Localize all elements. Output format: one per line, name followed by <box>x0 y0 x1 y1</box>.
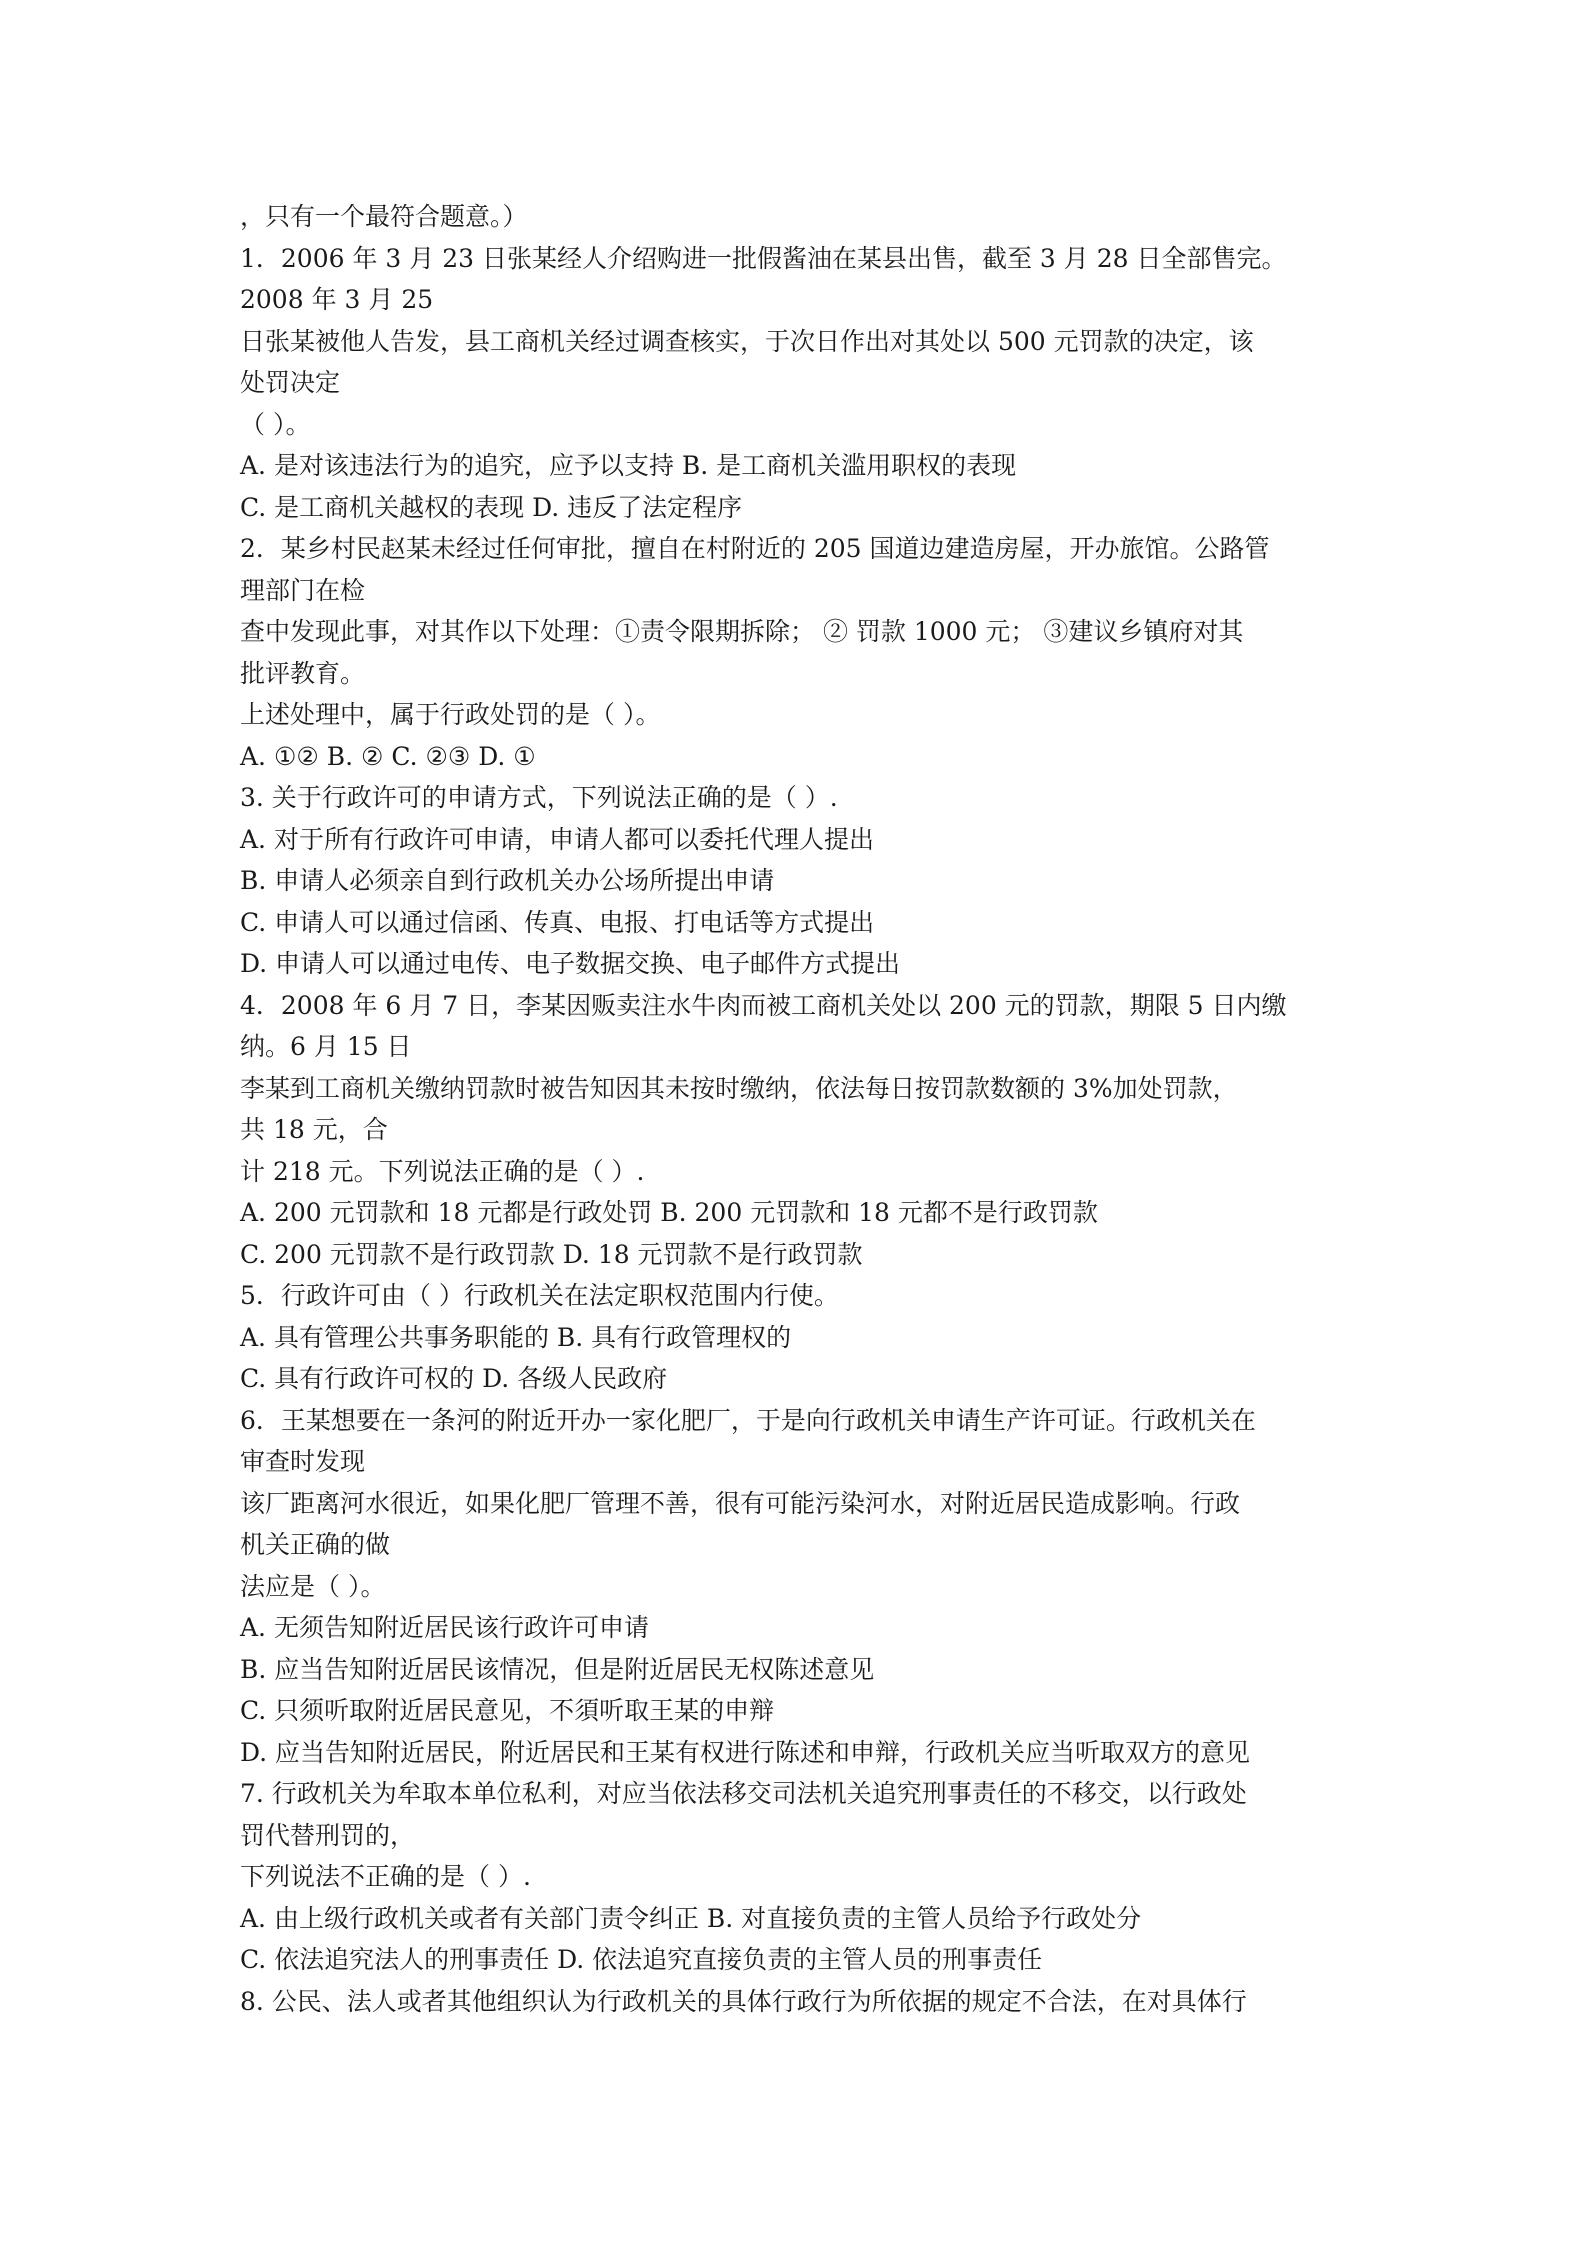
text-line: 上述处理中，属于行政处罚的是（ ）。 <box>240 700 661 729</box>
text-line: 2008 年 3 月 25 <box>240 285 434 314</box>
text-line: 计 218 元。下列说法正确的是（ ）. <box>240 1156 645 1186</box>
text-line: 该厂距离河水很近，如果化肥厂管理不善，很有可能污染河水，对附近居民造成影响。行政 <box>240 1488 1241 1518</box>
text-line: 查中发现此事，对其作以下处理：①责令限期拆除； ② 罚款 1000 元； ③建议乡镇府对其 <box>240 617 1244 646</box>
text-line: 纳。6 月 15 日 <box>240 1032 412 1061</box>
text-line: 共 18 元，合 <box>240 1115 388 1144</box>
text-line: 8. 公民、法人或者其他组织认为行政机关的具体行政行为所依据的规定不合法，在对具体行 <box>240 1986 1247 2016</box>
document-body <box>240 196 1370 2022</box>
text-line: ，只有一个最符合题意。） <box>240 202 528 231</box>
text-line: C. 申请人可以通过信函、传真、电报、打电话等方式提出 <box>240 907 875 937</box>
text-line: C. 只须听取附近居民意见，不須听取王某的申辩 <box>240 1696 775 1725</box>
text-line: 审查时发现 <box>240 1447 366 1476</box>
text-line: （ ）。 <box>240 409 311 439</box>
text-line: 下列说法不正确的是（ ）. <box>240 1862 531 1891</box>
text-line: 5．行政许可由（ ）行政机关在法定职权范围内行使。 <box>240 1281 839 1310</box>
text-line: 2．某乡村民赵某未经过任何审批，擅自在村附近的 205 国道边建造房屋，开办旅馆。公路管 <box>240 534 1270 563</box>
text-line: 6．王某想要在一条河的附近开办一家化肥厂，于是向行政机关申请生产许可证。行政机关在 <box>240 1405 1256 1435</box>
text-line: C. 依法追究法人的刑事责任 D. 依法追究直接负责的主管人员的刑事责任 <box>240 1945 1043 1974</box>
text-line: A. 对于所有行政许可申请，申请人都可以委托代理人提出 <box>240 824 874 854</box>
text-line: 理部门在检 <box>240 575 366 605</box>
text-line: 4．2008 年 6 月 7 日，李某因贩卖注水牛肉而被工商机关处以 200 元的罚款，期限 5 日内缴 <box>240 990 1287 1020</box>
text-line: 3. 关于行政许可的申请方式，下列说法正确的是（ ）. <box>240 783 838 812</box>
text-line: 李某到工商机关缴纳罚款时被告知因其未按时缴纳，依法每日按罚款数额的 3%加处罚款， <box>240 1073 1238 1103</box>
text-line: A. 200 元罚款和 18 元都是行政处罚 B. 200 元罚款和 18 元都不是行政罚款 <box>240 1198 1098 1227</box>
text-line: A. 无须告知附近居民该行政许可申请 <box>240 1613 649 1642</box>
text-line: C. 具有行政许可权的 D. 各级人民政府 <box>240 1364 668 1393</box>
text-line: 日张某被他人告发，县工商机关经过调查核实，于次日作出对其处以 500 元罚款的决定，该 <box>240 326 1254 356</box>
text-line: A. 具有管理公共事务职能的 B. 具有行政管理权的 <box>240 1322 792 1352</box>
text-line: D. 申请人可以通过电传、电子数据交换、电子邮件方式提出 <box>240 949 901 978</box>
text-line: 罚代替刑罚的， <box>240 1820 416 1850</box>
text-line: 法应是（ ）。 <box>240 1571 386 1601</box>
text-line: 7. 行政机关为牟取本单位私利，对应当依法移交司法机关追究刑事责任的不移交，以行政处 <box>240 1779 1247 1808</box>
text-line: A. 是对该违法行为的追究，应予以支持 B. 是工商机关滥用职权的表现 <box>240 451 1017 480</box>
text-line: C. 是工商机关越权的表现 D. 违反了法定程序 <box>240 492 743 522</box>
text-line: A. ①② B. ② C. ②③ D. ① <box>240 741 536 771</box>
text-line: B. 应当告知附近居民该情况，但是附近居民无权陈述意见 <box>240 1654 875 1684</box>
text-line: A. 由上级行政机关或者有关部门责令纠正 B. 对直接负责的主管人员给予行政处分 <box>240 1903 1142 1933</box>
text-line: C. 200 元罚款不是行政罚款 D. 18 元罚款不是行政罚款 <box>240 1239 863 1269</box>
text-line: 1．2006 年 3 月 23 日张某经人介绍购进一批假酱油在某县出售，截至 3 月 28 日全部售完。 <box>240 243 1287 273</box>
text-line: 处罚决定 <box>240 368 341 397</box>
text-line: D. 应当告知附近居民，附近居民和王某有权进行陈述和申辩，行政机关应当听取双方的意见 <box>240 1737 1251 1767</box>
text-line: B. 申请人必须亲自到行政机关办公场所提出申请 <box>240 866 775 895</box>
text-line: 批评教育。 <box>240 658 366 688</box>
text-line: 机关正确的做 <box>240 1530 391 1559</box>
